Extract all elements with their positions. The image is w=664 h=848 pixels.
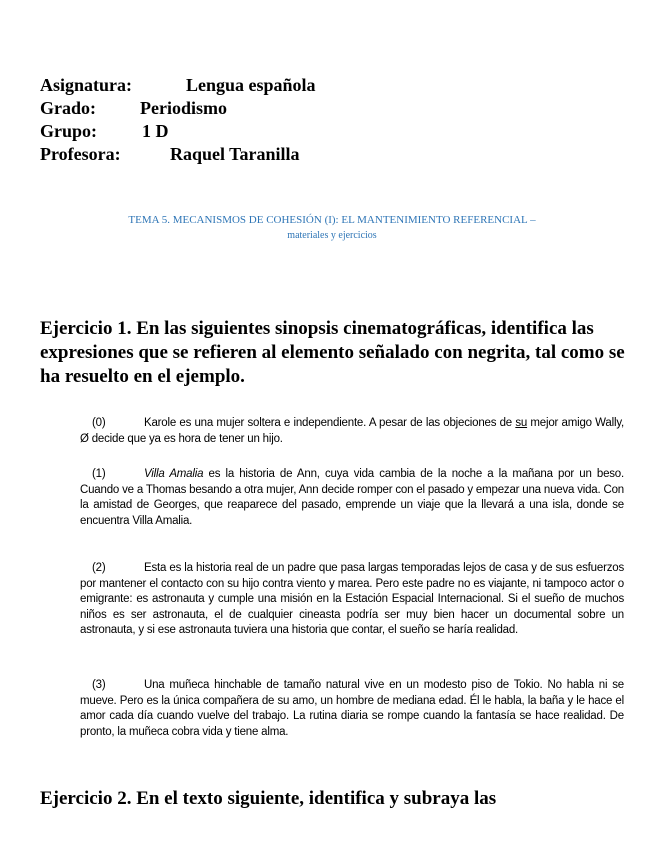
item-text: Karole es una mujer soltera e independiente. A pesar de las objeciones de — [144, 417, 516, 429]
exercise-1-title: Ejercicio 1. En las siguientes sinopsis cinematográficas, identifica las expresiones que se refieren al elemento señalado con negrita, tal como se ha resuelto en el ejemplo. — [40, 318, 625, 387]
topic-heading — [40, 212, 624, 244]
group-value: 1 D — [142, 121, 169, 141]
subject-row — [40, 74, 316, 97]
subject-label: Asignatura: — [40, 75, 133, 95]
item-number: (1) — [92, 468, 106, 480]
synopsis-item-3 — [80, 678, 624, 740]
subject-value: Lengua española — [186, 75, 316, 95]
group-row — [40, 120, 316, 143]
item-text: Una muñeca hinchable de tamaño natural vive en un modesto piso de Tokio. No habla ni se mueve. Pero es la única compañera de su amo, un hombre de mediana edad. Él le habla, la baña y le hace el amor cada día cuando vuelve del trabajo. La rutina diaria se rompe cuando la fantasía se hace realidad. De pronto, la muñeca cobra vida y tiene alma. — [80, 679, 624, 738]
item-text: Esta es la historia real de un padre que pasa largas temporadas lejos de casa y de sus esfuerzos por mantener el contacto con su hijo contra viento y marea. Pero este padre no es viajante, ni tampoco actor o emigrante: es astronauta y cumple una misión en la Estación Espacial Internacional. Si el sueño de muchos niños es ser astronauta, el de cualquier cineasta podría ser muy bien hacer un documental sobre un astronauta, y si ese astronauta tuviera una historia que contar, el sueño se haría realidad. — [80, 562, 624, 636]
item-number: (0) — [92, 417, 106, 429]
synopsis-item-2 — [80, 561, 624, 639]
group-label: Grupo: — [40, 121, 98, 141]
topic-title: TEMA 5. MECANISMOS DE COHESIÓN (I): EL MANTENIMIENTO REFERENCIAL – — [128, 214, 536, 226]
item-number: (3) — [92, 679, 106, 691]
item-film-title: Villa Amalia — [144, 468, 204, 480]
item-text-continued: mejor amigo Wally, Ø decide que ya es hora de tener un hijo. — [80, 417, 625, 445]
grade-label: Grado: — [40, 98, 96, 118]
course-header — [40, 74, 316, 166]
teacher-value: Raquel Taranilla — [170, 144, 300, 164]
exercise-2-title: Ejercicio 2. En el texto siguiente, identifica y subraya las — [40, 788, 497, 809]
item-text: es la historia de Ann, cuya vida cambia de la noche a la mañana por un beso. Cuando ve a Thomas besando a otra mujer, Ann decide romper con el pasado y empezar una nueva vida. Con la amistad de Georges, que reaparece del pasado, emprende un viaje que la llevará a una isla, donde se encuentra Villa Amalia. — [80, 468, 625, 527]
topic-subtitle: materiales y ejercicios — [287, 230, 377, 241]
grade-value: Periodismo — [140, 98, 227, 118]
teacher-label: Profesora: — [40, 144, 121, 164]
synopsis-item-1 — [80, 467, 624, 529]
teacher-row — [40, 143, 316, 166]
synopsis-item-0 — [80, 416, 624, 447]
item-number: (2) — [92, 562, 106, 574]
grade-row — [40, 97, 316, 120]
item-underlined-word: su — [515, 417, 528, 429]
